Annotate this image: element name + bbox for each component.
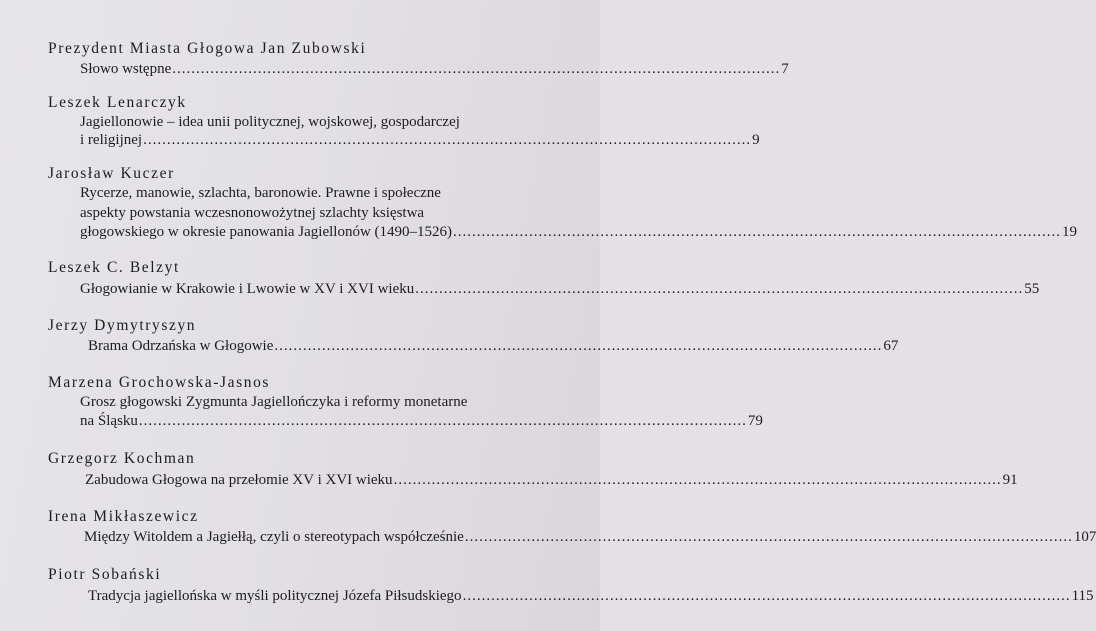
entry-title: Głogowianie w Krakowie i Lwowie w XV i XVI wieku <box>80 281 415 297</box>
entry-title: aspekty powstania wczesnonowożytnej szlachty księstwa <box>80 205 425 221</box>
entry-title-line <box>88 338 899 355</box>
entry-page-number: 91 <box>1002 472 1018 488</box>
entry-title-line <box>80 61 789 78</box>
entry-title: Brama Odrzańska w Głogowie <box>88 338 274 354</box>
entry-title: i religijnej <box>80 132 143 148</box>
leader-dots: ................................................................................................................................ <box>393 472 1002 488</box>
entry-title-line <box>84 529 1096 546</box>
entry-title-line <box>80 224 1078 241</box>
entry-title: na Śląsku <box>80 413 138 429</box>
entry-title: Grosz głogowski Zygmunta Jagiellończyka i reformy monetarne <box>80 394 468 410</box>
entry-author: Leszek C. Belzyt <box>48 259 180 276</box>
entry-title-line <box>85 472 1018 489</box>
entry-author: Marzena Grochowska-Jasnos <box>48 374 271 391</box>
entry-page-number: 55 <box>1024 281 1040 297</box>
entry-author: Jerzy Dymytryszyn <box>48 317 197 334</box>
entry-title-line <box>88 588 1094 605</box>
leader-dots: ................................................................................................................................ <box>415 281 1024 297</box>
entry-page-number: 9 <box>752 132 760 148</box>
leader-dots: ................................................................................................................................ <box>138 413 747 429</box>
entry-page-number: 115 <box>1071 588 1094 604</box>
entry-title: głogowskiego w okresie panowania Jagiellonów (1490–1526) <box>80 224 453 240</box>
entry-author: Piotr Sobański <box>48 566 162 583</box>
entry-page-number: 67 <box>883 338 899 354</box>
leader-dots: ................................................................................................................................ <box>453 224 1062 240</box>
leader-dots: ................................................................................................................................ <box>464 529 1073 545</box>
entry-title: Zabudowa Głogowa na przełomie XV i XVI wieku <box>85 472 393 488</box>
leader-dots: ................................................................................................................................ <box>143 132 752 148</box>
entry-author: Irena Mikłaszewicz <box>48 508 199 525</box>
entry-author: Grzegorz Kochman <box>48 450 196 467</box>
entry-author: Jarosław Kuczer <box>48 165 175 182</box>
entry-page-number: 79 <box>747 413 763 429</box>
entry-title-line <box>80 132 760 149</box>
entry-title: Słowo wstępne <box>80 61 172 77</box>
entry-title-line <box>80 281 1040 298</box>
leader-dots: ................................................................................................................................ <box>274 338 883 354</box>
leader-dots: ................................................................................................................................ <box>462 588 1071 604</box>
entry-title-line <box>80 413 763 430</box>
entry-title: Jagiellonowie – idea unii politycznej, wojskowej, gospodarczej <box>80 114 460 130</box>
entry-page-number: 107 <box>1073 529 1096 545</box>
entry-title: Rycerze, manowie, szlachta, baronowie. Prawne i społeczne <box>80 185 441 201</box>
entry-page-number: 7 <box>781 61 789 77</box>
entry-author: Leszek Lenarczyk <box>48 94 187 111</box>
leader-dots: ................................................................................................................................ <box>172 61 781 77</box>
entry-title: Między Witoldem a Jagiełłą, czyli o stereotypach współcześnie <box>84 529 464 545</box>
entry-title: Tradycja jagiellońska w myśli politycznej Józefa Piłsudskiego <box>88 588 462 604</box>
entry-page-number: 19 <box>1062 224 1078 240</box>
entry-author: Prezydent Miasta Głogowa Jan Zubowski <box>48 40 367 57</box>
